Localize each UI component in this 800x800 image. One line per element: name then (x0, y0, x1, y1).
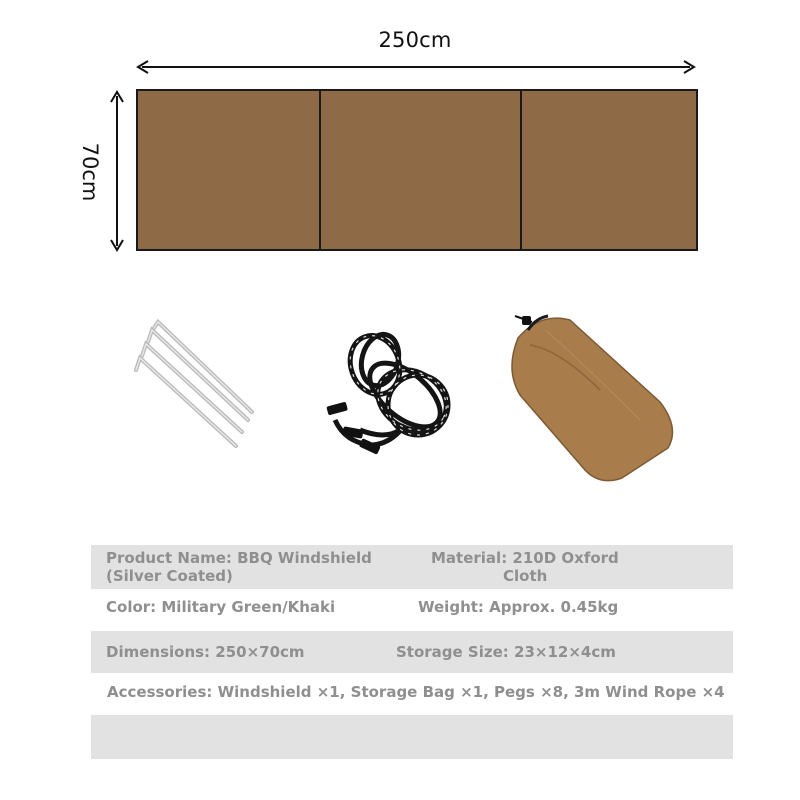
spec-row-empty (91, 715, 733, 759)
width-arrow-icon (138, 61, 694, 73)
storage-size-spec: Storage Size: 23×12×4cm (396, 643, 616, 661)
color-spec: Color: Military Green/Khaki (106, 598, 336, 616)
material-line2: Cloth (503, 567, 548, 585)
width-label: 250cm (378, 28, 452, 52)
material-line1: Material: 210D Oxford (431, 549, 619, 567)
windshield-panel (320, 90, 521, 250)
spec-row (91, 673, 733, 715)
dimensions-spec: Dimensions: 250×70cm (106, 643, 305, 661)
height-label: 70cm (78, 142, 102, 202)
specs-table (91, 545, 733, 759)
wind-rope-icon (326, 329, 457, 455)
product-name-line1: Product Name: BBQ Windshield (106, 549, 372, 567)
pegs-icon (136, 322, 252, 446)
product-name (106, 549, 372, 585)
windshield-panels (137, 90, 697, 250)
spec-row (91, 545, 733, 589)
height-arrow-icon (111, 92, 123, 250)
accessories-spec: Accessories: Windshield ×1, Storage Bag ×1, Pegs ×8, 3m Wind Rope ×4 (107, 683, 725, 701)
spec-row (91, 589, 733, 631)
spec-row (91, 631, 733, 673)
windshield-panel (137, 90, 320, 250)
weight-spec: Weight: Approx. 0.45kg (418, 598, 619, 616)
product-name-line2: (Silver Coated) (106, 567, 233, 585)
windshield-panel (521, 90, 697, 250)
material (431, 549, 621, 585)
storage-bag-icon (512, 316, 673, 481)
